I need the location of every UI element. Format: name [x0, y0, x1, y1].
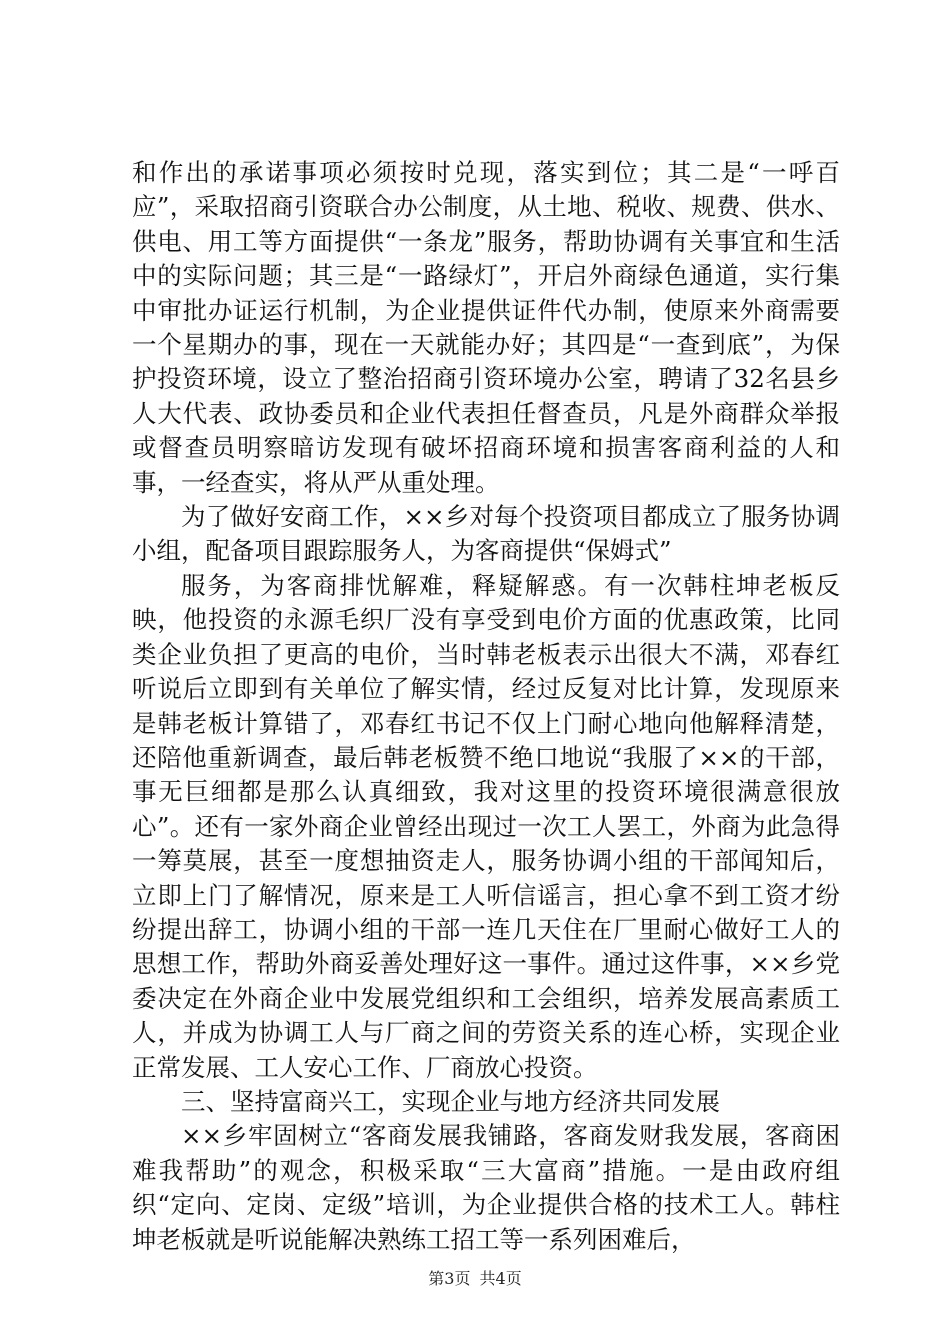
document-body: [132, 156, 840, 1257]
paragraph-service-examples: 服务，为客商排忧解难，释疑解惑。有一次韩柱坤老板反映，他投资的永源毛织厂没有享受到电价方面的优惠政策，比同类企业负担了更高的电价，当时韩老板表示出很大不满，邓春红听说后立即到有关单位了解实情，经过反复对比计算，发现原来是韩老板计算错了，邓春红书记不仅上门耐心地向他解释清楚，还陪他重新调查，最后韩老板赞不绝口地说“我服了××的干部，事无巨细都是那么认真细致，我对这里的投资环境很满意很放心”。还有一家外商企业曾经出现过一次工人罢工，外商为此急得一筹莫展，甚至一度想抽资走人，服务协调小组的干部闻知后，立即上门了解情况，原来是工人听信谣言，担心拿不到工资才纷纷提出辞工，协调小组的干部一连几天住在厂里耐心做好工人的思想工作，帮助外商妥善处理好这一事件。通过这件事，××乡党委决定在外商企业中发展党组织和工会组织，培养发展高素质工人，并成为协调工人与厂商之间的劳资关系的连心桥，实现企业正常发展、工人安心工作、厂商放心投资。: [132, 570, 840, 1082]
section-heading-three: 三、坚持富商兴工，实现企业与地方经济共同发展: [181, 1086, 720, 1116]
page-number-footer: 第3页 共4页: [428, 1269, 522, 1288]
paragraph-service-team: 为了做好安商工作，××乡对每个投资项目都成立了服务协调小组，配备项目跟踪服务人，为客商提供“保姆式”: [132, 502, 840, 566]
paragraph-enrich-merchants: ××乡牢固树立“客商发展我铺路，客商发财我发展，客商困难我帮助”的观念，积极采取“三大富商”措施。一是由政府组织“定向、定岗、定级”培训，为企业提供合格的技术工人。韩柱坤老板就是听说能解决熟练工招工等一系列困难后，: [132, 1121, 840, 1254]
paragraph-commitments: 和作出的承诺事项必须按时兑现，落实到位；其二是“一呼百应”，采取招商引资联合办公制度，从土地、税收、规费、供水、供电、用工等方面提供“一条龙”服务，帮助协调有关事宜和生活中的实际问题；其三是“一路绿灯”，开启外商绿色通道，实行集中审批办证运行机制，为企业提供证件代办制，使原来外商需要一个星期办的事，现在一天就能办好；其四是“一查到底”，为保护投资环境，设立了整治招商引资环境办公室，聘请了32名县乡人大代表、政协委员和企业代表担任督查员，凡是外商群众举报或督查员明察暗访发现有破坏招商环境和损害客商利益的人和事，一经查实，将从严从重处理。: [132, 158, 840, 497]
